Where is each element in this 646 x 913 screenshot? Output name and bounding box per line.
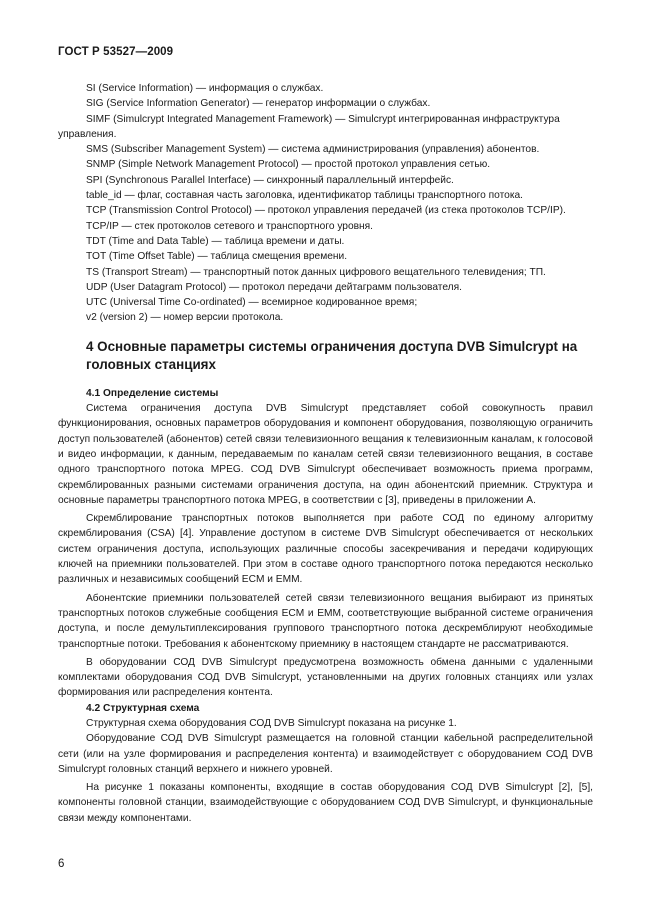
abbreviation-item: table_id — флаг, составная часть заголовка, идентификатор таблицы транспортного потока. xyxy=(86,190,524,202)
abbreviation-item: TS (Transport Stream) — транспортный поток данных цифрового вещательного телевидения; ТП. xyxy=(86,266,546,278)
abbreviation-item: SI (Service Information) — информация о службах. xyxy=(86,83,324,94)
page-content xyxy=(58,81,593,826)
document-header: ГОСТ Р 53527—2009 xyxy=(58,46,174,58)
abbreviation-item: TCP/IP — стек протоколов сетевого и транспортного уровня. xyxy=(86,220,374,232)
abbreviation-item: TOT (Time Offset Table) — таблица смещения времени. xyxy=(86,251,348,263)
abbreviation-item: UDP (User Datagram Protocol) — протокол передачи дейтаграмм пользователя. xyxy=(86,281,462,293)
section-4-1-heading: 4.1 Определение системы xyxy=(86,387,219,399)
abbreviation-item: SPI (Synchronous Parallel Interface) — синхронный параллельный интерфейс. xyxy=(86,174,454,186)
abbreviation-item: TDT (Time and Data Table) — таблица времени и даты. xyxy=(86,235,345,247)
abbreviation-item: SIG (Service Information Generator) — генератор информации о службах. xyxy=(86,98,431,110)
section-4-heading: 4 Основные параметры системы ограничения доступа DVB Simulcrypt на головных станциях xyxy=(86,338,578,372)
abbreviation-item: v2 (version 2) — номер версии протокола. xyxy=(86,312,284,324)
abbreviation-item: SMS (Subscriber Management System) — система администрирования (управления) абонентов. xyxy=(86,144,540,156)
paragraph: На рисунке 1 показаны компоненты, входящие в состав оборудования СОД DVB Simulcrypt [2], [5], компоненты головной станции, взаимодействующие с оборудованием СОД DVB Simulcrypt, и функциональные связи между компонентами. xyxy=(58,782,593,824)
paragraph: Скремблирование транспортных потоков выполняется при работе СОД по единому алгоритму скремблирования (CSA) [4]. Управление доступом в системе DVB Simulcrypt обеспечивается от нескольких систем ограничения доступа, использующих различные способы засекречивания и передачи кодирующих ключей на приемники пользователей. При этом в составе одного транспортного потока передаются несколько различных и независимых сообщений ECM и EMM. xyxy=(58,513,593,586)
abbreviation-item: UTC (Universal Time Co-ordinated) — всемирное кодированное время; xyxy=(86,297,418,309)
paragraph: Структурная схема оборудования СОД DVB Simulcrypt показана на рисунке 1. xyxy=(86,717,457,729)
abbreviation-item: SNMP (Simple Network Management Protocol) — простой протокол управления сетью. xyxy=(86,159,491,171)
paragraph: Оборудование СОД DVB Simulcrypt размещается на головной станции кабельной распределительной сети (или на узле формирования и распределения контента) и взаимодействует с оборудованием СОД DVB Simulcrypt головных станций верхнего и нижнего уровней. xyxy=(58,733,593,775)
paragraph: В оборудовании СОД DVB Simulcrypt предусмотрена возможность обмена данными с удаленными комплектами оборудования СОД DVB Simulcrypt, установленными на других головных станциях или узлах формирования или распределения контента. xyxy=(58,656,593,699)
abbreviation-item: SIMF (Simulcrypt Integrated Management Framework) — Simulcrypt интегрированная инфраструктура управления. xyxy=(58,113,560,140)
abbreviation-list xyxy=(58,81,593,326)
abbreviation-item: TCP (Transmission Control Protocol) — протокол управления передачей (из стека протоколов TCP/IP). xyxy=(86,205,566,217)
paragraph: Абонентские приемники пользователей сетей связи телевизионного вещания выбирают из принятых транспортных потоков служебные сообщения ECM и EMM, соответствующие выбранной системе ограничения доступа, и после демультиплексирования группового транспортного потока дескремблируют необходимые транспортные потоки. Требования к абонентскому приемнику в настоящем стандарте не рассматриваются. xyxy=(58,592,593,650)
paragraph: Система ограничения доступа DVB Simulcrypt представляет собой совокупность правил функционирования, основных параметров оборудования и компонент оборудования, позволяющую ограничить доступ пользователей (абонентов) сетей связи телевизионного вещания к телевизионным каналам, к голосовой и видео информации, к данным, передаваемым по каналам сетей связи телевизионного вещания, в составе одного транспортного потока MPEG. СОД DVB Simulcrypt обеспечивает возможность приема программ, скремблированных разными системами ограничения доступа, на один абонентский приемник. Структура и основные параметры транспортного потока MPEG, в соответствии с [3], приведены в приложении А. xyxy=(58,403,593,506)
section-4-2-heading: 4.2 Структурная схема xyxy=(86,702,200,714)
page-number: 6 xyxy=(58,858,65,870)
